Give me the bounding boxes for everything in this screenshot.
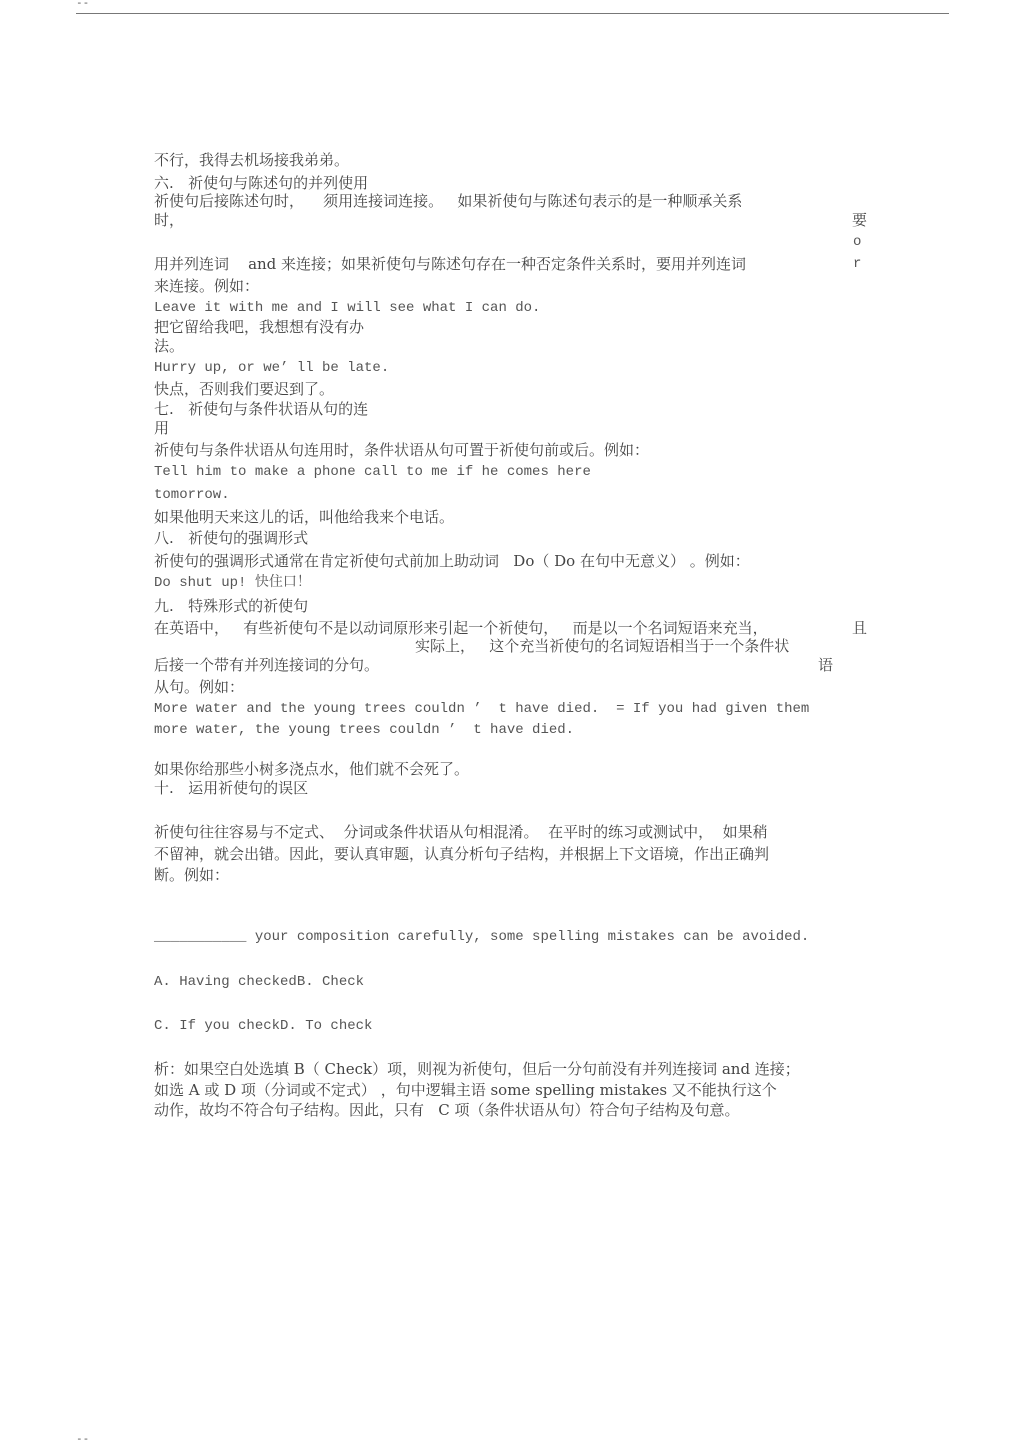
text-line: 时， (154, 211, 185, 229)
text-line: 实际上， 这个充当祈使句的名词短语相当于一个条件状 (415, 637, 790, 655)
footer-marker: -- (76, 1432, 90, 1445)
section-heading: 六. 祈使句与陈述句的并列使用 (154, 174, 369, 192)
text-line: 如果你给那些小树多浇点水，他们就不会死了。 (154, 760, 470, 778)
english-example: More water and the young trees couldn ’ t have died. = If you had given them (154, 701, 810, 717)
text-line: 祈使句后接陈述句时， 须用连接词连接。 如果祈使句与陈述句表示的是一种顺承关系 (154, 192, 743, 210)
text-line: 来连接。例如： (154, 277, 260, 295)
text-line: 在英语中， 有些祈使句不是以动词原形来引起一个祈使句， 而是以一个名词短语来充当， (154, 619, 768, 637)
text-line: 祈使句往往容易与不定式、 分词或条件状语从句相混淆。 在平时的练习或测试中， 如果稍 (154, 823, 768, 841)
section-heading: 九. 特殊形式的祈使句 (154, 597, 309, 615)
margin-fragment: r (853, 256, 862, 272)
section-heading: 七. 祈使句与条件状语从句的连 (154, 400, 369, 418)
analysis-text: 如选 A 或 D 项（分词或不定式） ，句中逻辑主语 some spelling mistakes 又不能执行这个 (154, 1081, 777, 1099)
exercise-options: A. Having checkedB. Check (154, 974, 365, 990)
english-example: more water, the young trees couldn ’ t have died. (154, 722, 575, 738)
margin-fragment: 语 (818, 656, 834, 674)
text-line: 从句。例如： (154, 678, 245, 696)
header-rule (76, 13, 949, 14)
text-line: 不行，我得去机场接我弟弟。 (154, 151, 350, 169)
exercise-question: ___________ your composition carefully, some spelling mistakes can be avoided. (154, 929, 810, 945)
section-heading-cont: 用 (154, 419, 170, 437)
section-heading: 十. 运用祈使句的误区 (154, 779, 309, 797)
text-line: 后接一个带有并列连接词的分句。 (154, 656, 380, 674)
text-line: 祈使句的强调形式通常在肯定祈使句式前加上助动词 Do（ Do 在句中无意义） 。例如： (154, 552, 750, 570)
english-example: Do shut up! 快住口！ (154, 575, 311, 591)
text-line: 如果他明天来这儿的话，叫他给我来个电话。 (154, 508, 455, 526)
text-line: 法。 (154, 337, 185, 355)
text-line: 断。例如： (154, 866, 230, 884)
text-line: 把它留给我吧，我想想有没有办 (154, 318, 365, 336)
section-heading: 八. 祈使句的强调形式 (154, 529, 309, 547)
english-example: Hurry up, or we’ ll be late. (154, 360, 390, 376)
margin-fragment: 要 (852, 211, 868, 229)
margin-fragment: o (853, 234, 862, 250)
english-example: tomorrow. (154, 487, 230, 503)
analysis-text: 动作，故均不符合句子结构。因此，只有 C 项（条件状语从句）符合句子结构及句意。 (154, 1101, 740, 1119)
exercise-options: C. If you checkD. To check (154, 1018, 373, 1034)
text-line: 快点，否则我们要迟到了。 (154, 380, 335, 398)
margin-fragment: 且 (852, 619, 868, 637)
english-example: Leave it with me and I will see what I can do. (154, 300, 541, 316)
text-line: 用并列连词 and 来连接；如果祈使句与陈述句存在一种否定条件关系时，要用并列连词 (154, 255, 747, 273)
header-marker: -- (76, 0, 90, 9)
english-example: Tell him to make a phone call to me if he comes here (154, 464, 591, 480)
text-line: 不留神，就会出错。因此，要认真审题，认真分析句子结构，并根据上下文语境，作出正确判 (154, 845, 770, 863)
text-line: 祈使句与条件状语从句连用时，条件状语从句可置于祈使句前或后。例如： (154, 441, 650, 459)
analysis-text: 析：如果空白处选填 B（ Check）项，则视为祈使句，但后一分句前没有并列连接词 and 连接； (154, 1060, 800, 1078)
